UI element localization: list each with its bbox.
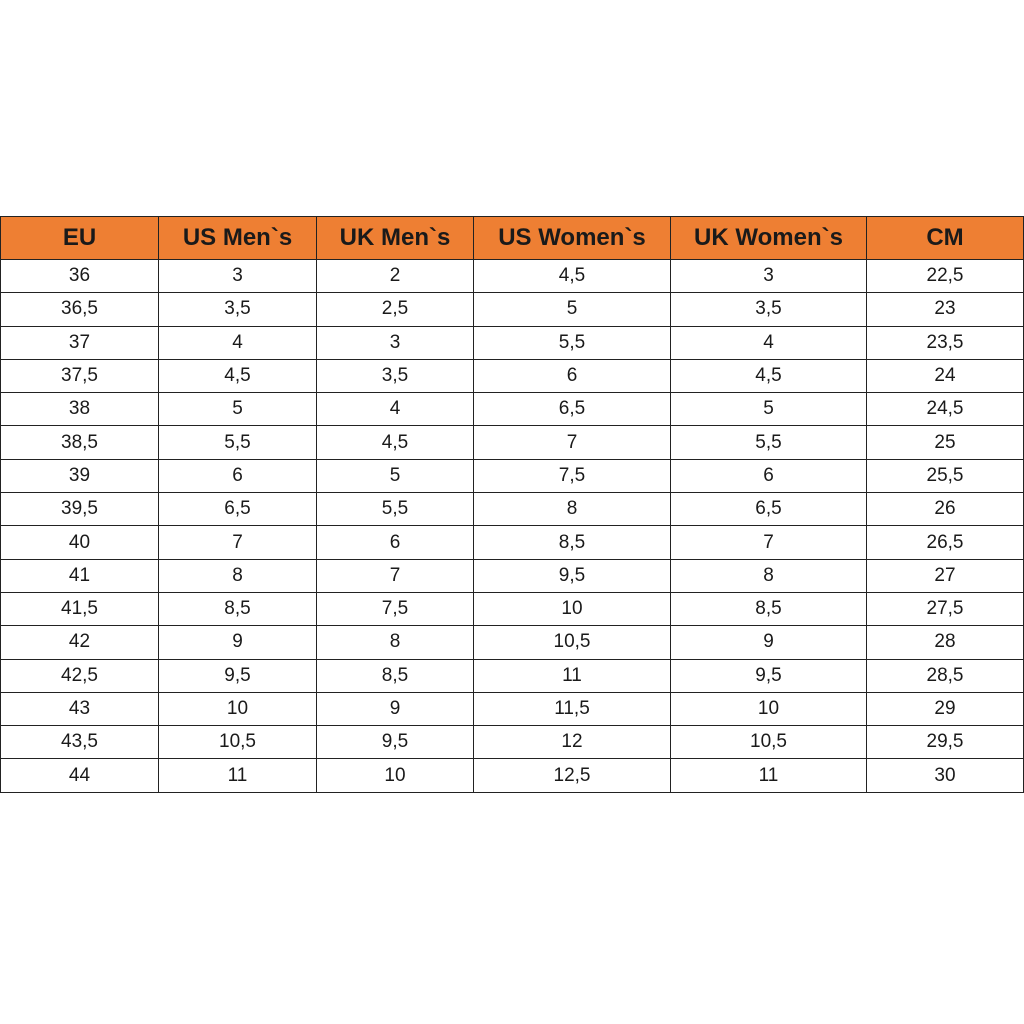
table-cell-us-mens: 6 <box>159 459 317 492</box>
table-cell-eu: 43,5 <box>1 726 159 759</box>
table-cell-uk-womens: 4,5 <box>671 359 867 392</box>
table-cell-us-womens: 8,5 <box>474 526 671 559</box>
table-cell-us-mens: 8,5 <box>159 592 317 625</box>
table-row <box>1 459 1024 492</box>
table-cell-uk-womens: 11 <box>671 759 867 792</box>
table-cell-uk-mens: 2,5 <box>317 293 474 326</box>
table-cell-cm: 23 <box>867 293 1024 326</box>
table-cell-uk-womens: 10 <box>671 692 867 725</box>
table-cell-uk-mens: 7 <box>317 559 474 592</box>
table-cell-uk-mens: 8,5 <box>317 659 474 692</box>
table-cell-us-mens: 9 <box>159 626 317 659</box>
table-cell-uk-mens: 8 <box>317 626 474 659</box>
table-cell-us-mens: 8 <box>159 559 317 592</box>
table-cell-uk-mens: 9 <box>317 692 474 725</box>
table-cell-us-womens: 6 <box>474 359 671 392</box>
table-cell-us-mens: 10,5 <box>159 726 317 759</box>
table-cell-cm: 29,5 <box>867 726 1024 759</box>
table-cell-uk-mens: 5 <box>317 459 474 492</box>
table-cell-eu: 38 <box>1 393 159 426</box>
table-cell-cm: 22,5 <box>867 260 1024 293</box>
table-cell-us-mens: 4 <box>159 326 317 359</box>
table-cell-uk-mens: 9,5 <box>317 726 474 759</box>
table-cell-us-womens: 11,5 <box>474 692 671 725</box>
table-cell-uk-mens: 10 <box>317 759 474 792</box>
table-cell-uk-womens: 6,5 <box>671 493 867 526</box>
table-cell-cm: 29 <box>867 692 1024 725</box>
table-cell-eu: 40 <box>1 526 159 559</box>
table-cell-uk-mens: 3,5 <box>317 359 474 392</box>
table-header-row <box>1 217 1024 260</box>
header-cm: CM <box>867 217 1024 260</box>
table-row <box>1 293 1024 326</box>
table-cell-cm: 28,5 <box>867 659 1024 692</box>
table-cell-us-mens: 5 <box>159 393 317 426</box>
table-cell-us-womens: 7 <box>474 426 671 459</box>
table-row <box>1 359 1024 392</box>
table-cell-eu: 36,5 <box>1 293 159 326</box>
table-cell-cm: 25,5 <box>867 459 1024 492</box>
table-cell-uk-womens: 8,5 <box>671 592 867 625</box>
table-cell-uk-mens: 2 <box>317 260 474 293</box>
table-cell-us-womens: 10,5 <box>474 626 671 659</box>
table-cell-eu: 44 <box>1 759 159 792</box>
size-conversion-table <box>0 216 1024 793</box>
table-cell-us-womens: 5 <box>474 293 671 326</box>
table-cell-uk-womens: 3 <box>671 260 867 293</box>
table-cell-us-womens: 11 <box>474 659 671 692</box>
table-cell-cm: 27,5 <box>867 592 1024 625</box>
table-cell-eu: 37 <box>1 326 159 359</box>
table-cell-cm: 26 <box>867 493 1024 526</box>
header-eu: EU <box>1 217 159 260</box>
table-cell-eu: 37,5 <box>1 359 159 392</box>
table-cell-uk-mens: 3 <box>317 326 474 359</box>
table-cell-uk-womens: 6 <box>671 459 867 492</box>
table-row <box>1 726 1024 759</box>
table-cell-cm: 28 <box>867 626 1024 659</box>
header-uk-mens: UK Men`s <box>317 217 474 260</box>
table-cell-us-mens: 11 <box>159 759 317 792</box>
table-body <box>1 260 1024 793</box>
table-cell-us-mens: 3 <box>159 260 317 293</box>
table-cell-us-womens: 12 <box>474 726 671 759</box>
table-row <box>1 526 1024 559</box>
table-cell-eu: 36 <box>1 260 159 293</box>
table-cell-us-womens: 12,5 <box>474 759 671 792</box>
table-cell-us-womens: 4,5 <box>474 260 671 293</box>
table-cell-cm: 23,5 <box>867 326 1024 359</box>
table-cell-uk-womens: 3,5 <box>671 293 867 326</box>
table-row <box>1 626 1024 659</box>
table-cell-eu: 42 <box>1 626 159 659</box>
table-cell-us-mens: 4,5 <box>159 359 317 392</box>
table-row <box>1 692 1024 725</box>
table-row <box>1 426 1024 459</box>
table-row <box>1 326 1024 359</box>
table-row <box>1 559 1024 592</box>
table-cell-us-womens: 6,5 <box>474 393 671 426</box>
table-cell-eu: 41 <box>1 559 159 592</box>
table-cell-cm: 27 <box>867 559 1024 592</box>
table-cell-cm: 30 <box>867 759 1024 792</box>
table-cell-uk-womens: 5 <box>671 393 867 426</box>
table-cell-uk-womens: 7 <box>671 526 867 559</box>
table-cell-eu: 38,5 <box>1 426 159 459</box>
table-cell-us-mens: 7 <box>159 526 317 559</box>
table-cell-uk-womens: 10,5 <box>671 726 867 759</box>
header-us-mens: US Men`s <box>159 217 317 260</box>
table-cell-us-mens: 9,5 <box>159 659 317 692</box>
table-cell-uk-womens: 4 <box>671 326 867 359</box>
table-row <box>1 260 1024 293</box>
table-cell-uk-womens: 5,5 <box>671 426 867 459</box>
table-cell-cm: 24,5 <box>867 393 1024 426</box>
table-row <box>1 759 1024 792</box>
table-cell-us-mens: 5,5 <box>159 426 317 459</box>
table-cell-uk-womens: 9 <box>671 626 867 659</box>
table-cell-us-mens: 10 <box>159 692 317 725</box>
table-cell-us-womens: 8 <box>474 493 671 526</box>
table-cell-uk-womens: 8 <box>671 559 867 592</box>
table-cell-uk-mens: 5,5 <box>317 493 474 526</box>
table-cell-eu: 42,5 <box>1 659 159 692</box>
table-row <box>1 393 1024 426</box>
table-cell-cm: 25 <box>867 426 1024 459</box>
table-cell-eu: 41,5 <box>1 592 159 625</box>
table-cell-uk-womens: 9,5 <box>671 659 867 692</box>
table-cell-uk-mens: 4,5 <box>317 426 474 459</box>
table-row <box>1 592 1024 625</box>
table-cell-cm: 26,5 <box>867 526 1024 559</box>
header-uk-womens: UK Women`s <box>671 217 867 260</box>
table-cell-cm: 24 <box>867 359 1024 392</box>
table-cell-eu: 43 <box>1 692 159 725</box>
table-cell-uk-mens: 7,5 <box>317 592 474 625</box>
table-row <box>1 659 1024 692</box>
table-row <box>1 493 1024 526</box>
header-us-womens: US Women`s <box>474 217 671 260</box>
table-cell-uk-mens: 6 <box>317 526 474 559</box>
table-cell-us-mens: 3,5 <box>159 293 317 326</box>
table-cell-us-womens: 9,5 <box>474 559 671 592</box>
table-cell-eu: 39,5 <box>1 493 159 526</box>
table-cell-eu: 39 <box>1 459 159 492</box>
table-cell-us-womens: 10 <box>474 592 671 625</box>
table-cell-us-mens: 6,5 <box>159 493 317 526</box>
table-cell-uk-mens: 4 <box>317 393 474 426</box>
table-cell-us-womens: 5,5 <box>474 326 671 359</box>
table-cell-us-womens: 7,5 <box>474 459 671 492</box>
